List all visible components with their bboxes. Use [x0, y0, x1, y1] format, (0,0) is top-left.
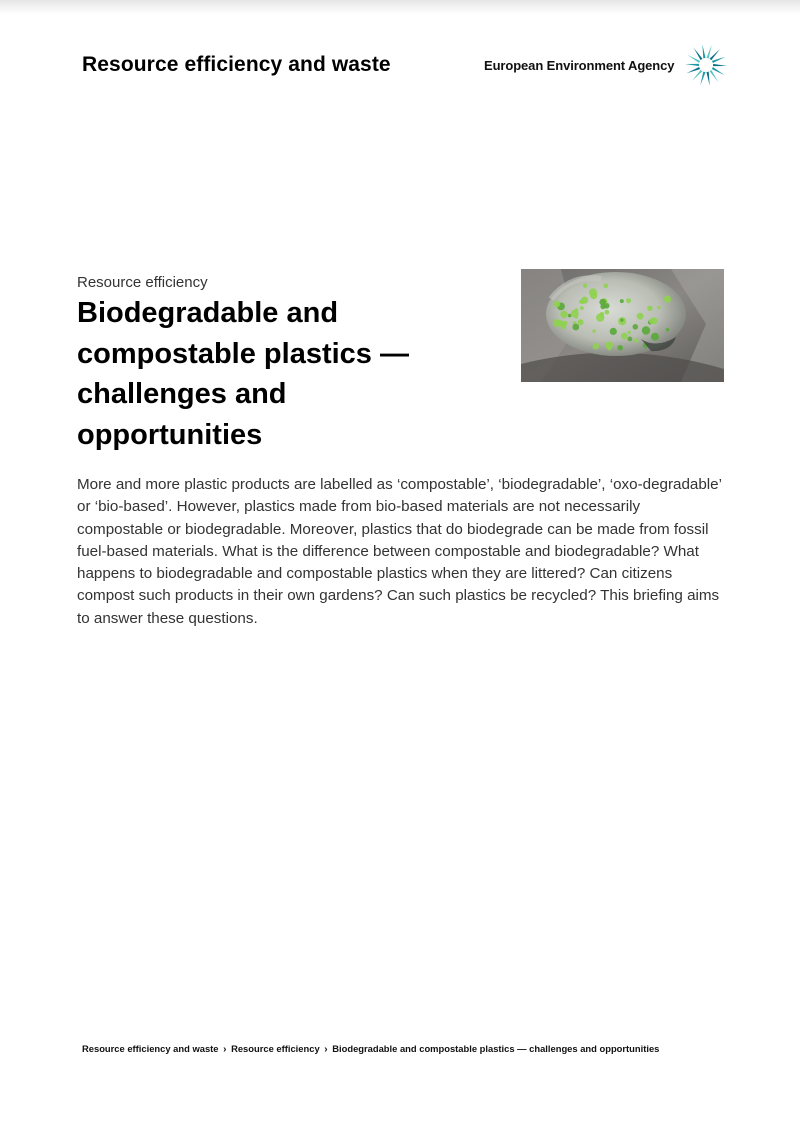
logo-ray — [712, 57, 726, 63]
top-edge-shadow — [0, 0, 800, 14]
logo-ray — [710, 70, 719, 82]
article-title: Biodegradable and compostable plastics — challenges and opportunities — [77, 297, 409, 451]
logo-ray — [712, 67, 725, 75]
breadcrumb-separator-icon: › — [324, 1044, 328, 1055]
hero-image-compostable-waste — [521, 269, 724, 382]
article-category[interactable]: Resource efficiency — [77, 274, 208, 291]
logo-ray — [703, 44, 706, 58]
eea-sun-logo-icon — [682, 41, 730, 89]
breadcrumb-item-resource-efficiency-and-waste[interactable]: Resource efficiency and waste — [82, 1043, 219, 1054]
logo-ray — [685, 64, 699, 66]
breadcrumb-item-current-page: Biodegradable and compostable plastics — challenges and opportunities — [332, 1043, 660, 1054]
breadcrumb — [82, 1043, 659, 1055]
logo-ray — [692, 70, 702, 81]
logo-ray — [707, 72, 710, 86]
logo-ray — [707, 45, 712, 59]
agency-brand[interactable] — [484, 40, 730, 90]
agency-name: European Environment Agency — [484, 57, 675, 73]
logo-ray — [688, 55, 701, 63]
logo-ray — [714, 64, 728, 66]
site-title[interactable]: Resource efficiency and waste — [82, 53, 391, 76]
logo-ray — [694, 48, 703, 60]
breadcrumb-item-resource-efficiency[interactable]: Resource efficiency — [231, 1043, 320, 1054]
logo-ray — [687, 67, 701, 73]
logo-ray — [701, 72, 706, 86]
article-intro: More and more plastic products are labelled as ‘compostable’, ‘biodegradable’, ‘oxo-degradable’ or ‘bio-based’. However, plastics made from bio-based materials are not necessarily compostable or biodegradable. Moreover, plastics that do biodegrade can be made from fossil fuel-based materials. What is the difference between compostable and biodegradable? What happens to biodegradable and compostable plastics when they are littered? Can citizens compost such products in their own gardens? Can such plastics be recycled? This briefing aims to answer these questions. — [77, 476, 722, 627]
breadcrumb-separator-icon: › — [223, 1044, 227, 1055]
logo-ray — [710, 49, 720, 60]
